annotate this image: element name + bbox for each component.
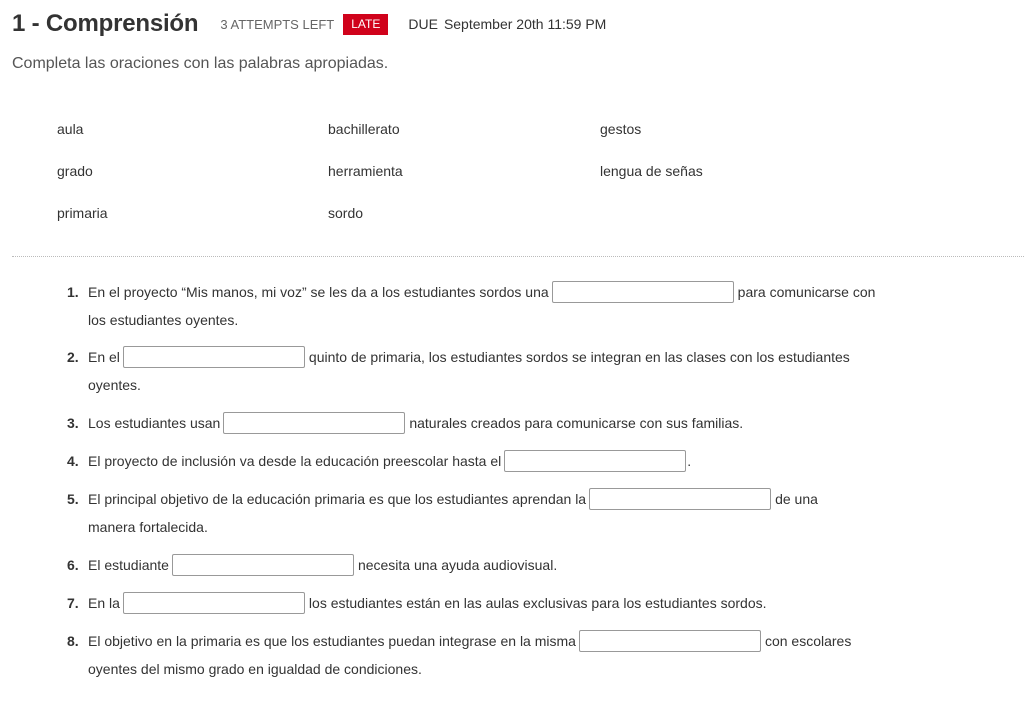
question-number: 4. bbox=[67, 453, 79, 469]
word-bank-item: aula bbox=[57, 121, 84, 137]
question-number: 7. bbox=[67, 595, 79, 611]
question-text-continued: oyentes del mismo grado en igualdad de condiciones. bbox=[88, 661, 422, 677]
question-text-before: Los estudiantes usan bbox=[88, 415, 221, 431]
question-3 bbox=[67, 409, 917, 437]
question-number: 5. bbox=[67, 491, 79, 507]
answer-blank-7[interactable] bbox=[123, 592, 305, 614]
due-label: DUE bbox=[408, 16, 438, 32]
word-bank-item: sordo bbox=[328, 205, 364, 221]
question-text-before: El objetivo en la primaria es que los estudiantes puedan integrase en la misma bbox=[88, 633, 576, 649]
page-title: 1 - Comprensión bbox=[12, 10, 199, 37]
question-number: 2. bbox=[67, 349, 79, 365]
answer-blank-2[interactable] bbox=[123, 346, 305, 368]
word-bank-item: bachillerato bbox=[328, 121, 400, 137]
assignment-header bbox=[12, 8, 606, 40]
answer-blank-8[interactable] bbox=[579, 630, 761, 652]
question-1 bbox=[67, 278, 917, 334]
question-text-after: para comunicarse con bbox=[737, 284, 876, 300]
question-text-before: En la bbox=[88, 595, 120, 611]
instructions: Completa las oraciones con las palabras apropiadas. bbox=[12, 55, 389, 72]
question-5 bbox=[67, 485, 917, 541]
question-text-before: El principal objetivo de la educación primaria es que los estudiantes aprendan la bbox=[88, 491, 587, 507]
answer-blank-1[interactable] bbox=[552, 281, 734, 303]
word-bank-item: lengua de señas bbox=[600, 163, 703, 179]
question-2 bbox=[67, 343, 917, 399]
question-text-after: los estudiantes están en las aulas exclusivas para los estudiantes sordos. bbox=[308, 595, 767, 611]
late-badge: LATE bbox=[343, 14, 388, 35]
question-number: 8. bbox=[67, 633, 79, 649]
question-text-after: necesita una ayuda audiovisual. bbox=[357, 557, 558, 573]
answer-blank-5[interactable] bbox=[589, 488, 771, 510]
word-bank-item: herramienta bbox=[328, 163, 403, 179]
due-date: September 20th 11:59 PM bbox=[443, 16, 607, 32]
answer-blank-3[interactable] bbox=[223, 412, 405, 434]
question-text-before: El estudiante bbox=[88, 557, 169, 573]
word-bank-item: primaria bbox=[57, 205, 108, 221]
answer-blank-4[interactable] bbox=[504, 450, 686, 472]
question-number: 6. bbox=[67, 557, 79, 573]
question-text-continued: oyentes. bbox=[88, 377, 141, 393]
question-number: 3. bbox=[67, 415, 79, 431]
divider bbox=[12, 256, 1024, 257]
question-6 bbox=[67, 551, 917, 579]
question-8 bbox=[67, 627, 917, 683]
question-7 bbox=[67, 589, 917, 617]
question-text-continued: los estudiantes oyentes. bbox=[88, 312, 239, 328]
question-number: 1. bbox=[67, 284, 79, 300]
question-4 bbox=[67, 447, 917, 475]
question-text-before: En el proyecto “Mis manos, mi voz” se les da a los estudiantes sordos una bbox=[88, 284, 549, 300]
word-bank-item: grado bbox=[57, 163, 93, 179]
question-text-after: . bbox=[687, 453, 692, 469]
attempts-left-label: 3 ATTEMPTS LEFT bbox=[220, 16, 335, 32]
word-bank-item: gestos bbox=[600, 121, 642, 137]
question-text-after: con escolares bbox=[764, 633, 852, 649]
question-text-before: El proyecto de inclusión va desde la educación preescolar hasta el bbox=[88, 453, 502, 469]
question-text-after: naturales creados para comunicarse con sus familias. bbox=[409, 415, 744, 431]
answer-blank-6[interactable] bbox=[172, 554, 354, 576]
question-text-before: En el bbox=[88, 349, 120, 365]
question-text-continued: manera fortalecida. bbox=[88, 519, 208, 535]
question-text-after: quinto de primaria, los estudiantes sordos se integran en las clases con los estudiantes bbox=[308, 349, 850, 365]
question-text-after: de una bbox=[775, 491, 818, 507]
